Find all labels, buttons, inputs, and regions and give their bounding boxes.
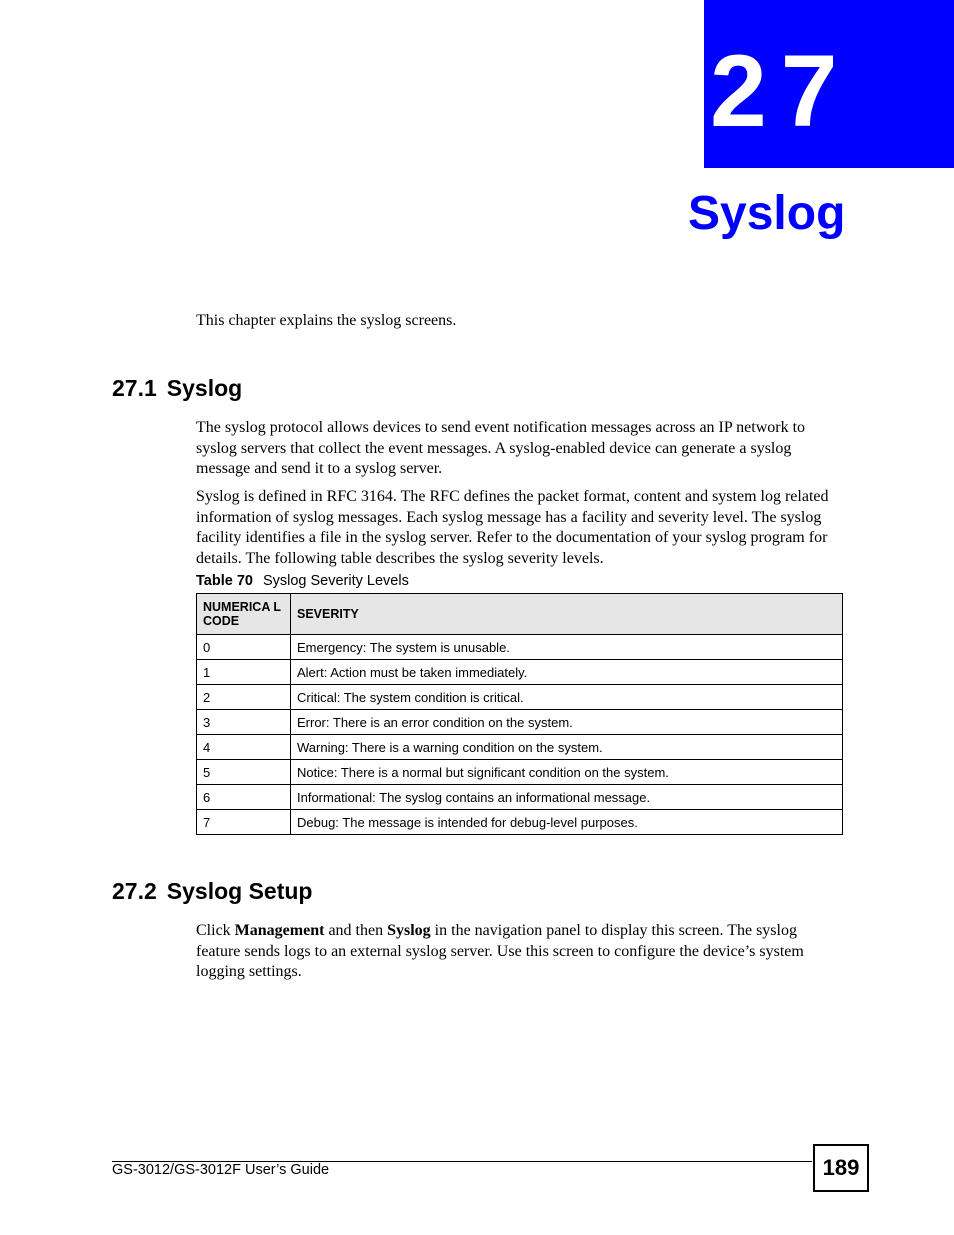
severity-cell: Error: There is an error condition on the system. — [291, 710, 843, 735]
code-cell: 3 — [197, 710, 291, 735]
code-cell: 7 — [197, 810, 291, 835]
table-row — [197, 710, 843, 735]
code-cell: 4 — [197, 735, 291, 760]
chapter-title: Syslog — [688, 187, 846, 240]
management-term: Management — [234, 922, 325, 939]
text-after: in the navigation panel to display this screen. The syslog feature sends logs to an external syslog server. Use this screen to configure the device’s system logging settings. — [196, 922, 804, 980]
section2-paragraph — [196, 921, 842, 983]
page-number: 189 — [813, 1144, 869, 1192]
text-mid: and then — [324, 922, 388, 939]
severity-cell: Informational: The syslog contains an informational message. — [291, 785, 843, 810]
table-row — [197, 635, 843, 660]
code-cell: 5 — [197, 760, 291, 785]
severity-cell: Emergency: The system is unusable. — [291, 635, 843, 660]
table-row — [197, 685, 843, 710]
table-row — [197, 760, 843, 785]
severity-cell: Alert: Action must be taken immediately. — [291, 660, 843, 685]
header-severity: SEVERITY — [291, 594, 843, 635]
table-header-row — [197, 594, 843, 635]
severity-cell: Warning: There is a warning condition on the system. — [291, 735, 843, 760]
table-row — [197, 810, 843, 835]
severity-cell: Critical: The system condition is critical. — [291, 685, 843, 710]
chapter-number: 27 — [710, 34, 852, 148]
code-cell: 6 — [197, 785, 291, 810]
section-number: 27.1 — [112, 375, 157, 401]
code-cell: 1 — [197, 660, 291, 685]
header-numerical-code — [197, 594, 291, 635]
text-before: Click — [196, 922, 235, 939]
section-title: Syslog — [166, 375, 243, 401]
severity-table — [196, 593, 843, 835]
section-title: Syslog Setup — [166, 878, 313, 904]
section-number: 27.2 — [112, 878, 157, 904]
table-row — [197, 660, 843, 685]
footer-guide-title: GS-3012/GS-3012F User’s Guide — [112, 1162, 330, 1178]
section-heading-27-2 — [112, 880, 312, 903]
table-caption-title: Syslog Severity Levels — [262, 573, 409, 589]
code-cell: 0 — [197, 635, 291, 660]
table-row — [197, 735, 843, 760]
chapter-number-box — [704, 0, 954, 168]
table-row — [197, 785, 843, 810]
syslog-term: Syslog — [387, 922, 431, 939]
section1-paragraph-1: The syslog protocol allows devices to send event notification messages across an IP network to syslog servers that collect the event messages. A syslog-enabled device can generate a syslog message and send it to a syslog server. — [196, 419, 806, 477]
table-caption-label: Table 70 — [196, 573, 253, 589]
table-caption — [196, 573, 409, 589]
code-cell: 2 — [197, 685, 291, 710]
severity-cell: Debug: The message is intended for debug-level purposes. — [291, 810, 843, 835]
header-numerical-code-label: NUMERICA L CODE — [203, 600, 281, 628]
table-body — [197, 635, 843, 835]
section1-paragraph-2: Syslog is defined in RFC 3164. The RFC defines the packet format, content and system log related information of syslog messages. Each syslog message has a facility and severity level. The syslog facility identifies a file in the syslog server. Refer to the documentation of your syslog program for details. The following table describes the syslog severity levels. — [196, 488, 829, 567]
intro-paragraph: This chapter explains the syslog screens. — [196, 312, 457, 329]
severity-cell: Notice: There is a normal but significant condition on the system. — [291, 760, 843, 785]
section-heading-27-1 — [112, 377, 242, 400]
